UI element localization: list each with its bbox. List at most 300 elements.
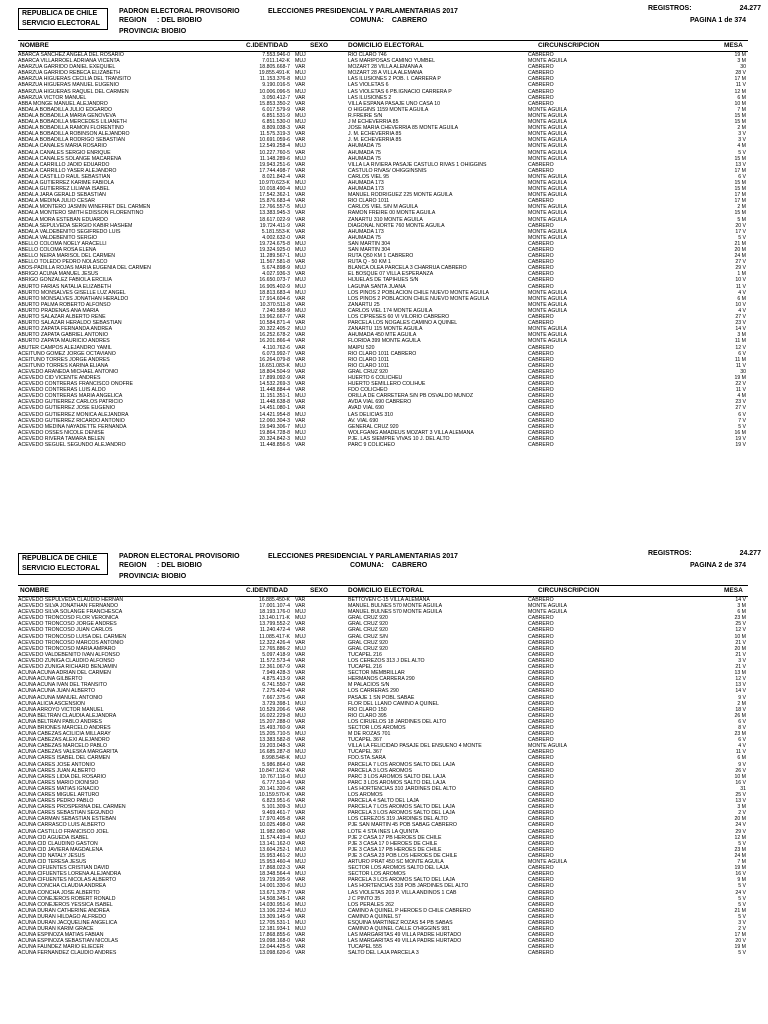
- voter-mesa: 9 M: [737, 877, 746, 884]
- voter-circunscripcion: CABRERO: [528, 247, 554, 253]
- voter-circunscripcion: CABRERO: [528, 877, 554, 884]
- voter-rut: 12.361.067-9: [259, 664, 290, 671]
- voter-rut: 10.767.116-0: [259, 773, 290, 780]
- voter-mesa: 21 V: [735, 651, 746, 658]
- voter-sex: VAR: [295, 822, 306, 829]
- voter-address: HUERTO 6 COLICHEU: [348, 374, 403, 381]
- voter-rut: 7.949.428-3: [262, 670, 290, 677]
- voter-address: PARC 3 LOS AROMOS SALTO DEL LAJA: [348, 779, 446, 786]
- voter-name: ACEITUNO TORRES KARINA ELIANA: [18, 362, 109, 369]
- voter-rut: 12.181.934-1: [259, 926, 290, 933]
- voter-sex: MUJ: [295, 645, 306, 652]
- voter-sex: MUJ: [295, 712, 306, 719]
- voter-circunscripcion: CABRERO: [528, 277, 554, 284]
- voter-name: ACEVEDO GUTIERREZ MONICA ALEJANDRA: [18, 411, 129, 418]
- voter-rut: 15.205.710-5: [259, 731, 290, 738]
- voter-sex: MUJ: [295, 901, 306, 908]
- voter-address: LOS CEREZOS 313 J DEL ALTO: [348, 657, 425, 664]
- voter-mesa: 1 M: [737, 271, 746, 278]
- voter-mesa: 12 V: [735, 627, 746, 634]
- voter-circunscripcion: CABRERO: [528, 913, 554, 920]
- voter-rut: 6.851.530-0: [262, 119, 290, 126]
- voter-sex: VAR: [295, 688, 306, 695]
- voter-circunscripcion: CABRERO: [528, 100, 554, 107]
- voter-name: ACEVEDO TRONCOSO MARIA AMPARO: [18, 645, 116, 652]
- voter-rut: 12.322.426-4: [259, 639, 290, 646]
- voter-address: LOS CIPRESES 60 VI VILORIO CABRERO: [348, 314, 450, 321]
- voter-mesa: 15 M: [734, 112, 746, 119]
- document-title: PADRON ELECTORAL PROVISORIO: [119, 553, 240, 560]
- voter-circunscripcion: CABRERO: [528, 393, 554, 400]
- voter-address: LAS HORTENCIAS 310 JARDINES DEL ALTO: [348, 785, 456, 792]
- voter-rut: 3.050.412-7: [262, 94, 290, 101]
- page-2: [18, 545, 761, 957]
- voter-rut: 10.006.096-5: [259, 88, 290, 95]
- voter-address: RIO CLARO 150: [348, 706, 387, 713]
- voter-sex: VAR: [295, 840, 306, 847]
- voter-mesa: 19 M: [734, 374, 746, 381]
- voter-sex: MUJ: [295, 179, 306, 186]
- voter-circunscripcion: CABRERO: [528, 883, 554, 890]
- voter-circunscripcion: MONTE AGUILA: [528, 137, 567, 144]
- voter-sex: VAR: [295, 670, 306, 677]
- voter-rut: 6.017.579-9: [262, 106, 290, 113]
- voter-mesa: 3 V: [738, 137, 746, 144]
- voter-address: AHUMADA 75: [348, 143, 381, 150]
- voter-sex: VAR: [295, 657, 306, 664]
- voter-mesa: 9 V: [738, 694, 746, 701]
- voter-address: AVDA VIAL 690 CABRERO: [348, 399, 412, 406]
- agency-box: [18, 8, 108, 30]
- voter-mesa: 5 V: [738, 149, 746, 156]
- voter-sex: VAR: [295, 100, 306, 107]
- voter-sex: VAR: [295, 125, 306, 132]
- voter-circunscripcion: CABRERO: [528, 871, 554, 878]
- voter-mesa: 6 M: [737, 755, 746, 762]
- voter-name: ABUTER CAMPOS ALEJANDRO YAMIL: [18, 344, 112, 351]
- voter-mesa: 6 V: [738, 350, 746, 357]
- voter-address: LAS MARIPOSAS CAMINO YUMBEL: [348, 58, 435, 65]
- voter-circunscripcion: MONTE AGUILA: [528, 609, 567, 616]
- voter-mesa: 10 M: [734, 773, 746, 780]
- election-title: ELECCIONES PRESIDENCIAL Y PARLAMENTARIAS 2017: [268, 553, 458, 560]
- voter-address: FLOR DEL LLANO CAMINO A QUINEL: [348, 700, 439, 707]
- voter-address: SAN MARTIN 304: [348, 247, 390, 253]
- voter-sex: VAR: [295, 913, 306, 920]
- voter-rut: 8.809.038-3: [262, 125, 290, 132]
- voter-address: O HIGGINS 1159 MONTE AGUILA: [348, 106, 429, 113]
- voter-sex: VAR: [295, 381, 306, 388]
- voter-sex: VAR: [295, 798, 306, 805]
- voter-name: ACEVEDO GUTIERREZ JOSE EUGENIO: [18, 405, 116, 412]
- voter-circunscripcion: CABRERO: [528, 919, 554, 926]
- voter-address: PJE 2 CASA 17 PB HEROES DE CHILE: [348, 834, 442, 841]
- voter-address: GRAL CRUZ 920: [348, 645, 388, 652]
- voter-rut: 13.098.620-6: [259, 950, 290, 957]
- voter-address: ZAÑARTU 115 MONTE AGUILA: [348, 326, 423, 333]
- voter-address: CAMINO A QUINEL CALLE O'HIGGINS 981: [348, 926, 450, 933]
- republic-label: REPUBLICA DE CHILE: [22, 555, 98, 562]
- voter-address: CARLOS VIEL 95: [348, 173, 390, 180]
- voter-name: ABDALA MONTERO JASMIN WINEFRET DEL CARMEN: [18, 204, 151, 211]
- col-sexo: SEXO: [310, 587, 329, 594]
- voter-address: RUTA Q - 50 KM 1: [348, 259, 391, 266]
- voter-circunscripcion: CABRERO: [528, 724, 554, 731]
- voter-address: MOZART 28 A VILLA ALEMANA: [348, 70, 423, 77]
- voter-rut: 6.823.951-6: [262, 798, 290, 805]
- voter-rut: 5.674.898-9: [262, 265, 290, 272]
- voter-mesa: 13 V: [735, 682, 746, 689]
- voter-circunscripcion: CABRERO: [528, 706, 554, 713]
- voter-name: ABDALA SEPULVEDA SERGIO KABIR HASHEM: [18, 222, 133, 229]
- voter-mesa: 6 V: [738, 411, 746, 418]
- voter-rut: 19.864.728-8: [259, 429, 290, 436]
- voter-sex: VAR: [295, 368, 306, 375]
- voter-circunscripcion: MONTE AGUILA: [528, 125, 567, 132]
- voter-sex: VAR: [295, 106, 306, 113]
- voter-address: AHUMADA 173: [348, 179, 384, 186]
- voter-circunscripcion: CABRERO: [528, 798, 554, 805]
- voter-address: LAS ILUSIONES 2: [348, 94, 392, 101]
- voter-address: LAS HORTENCIAS 318 POB JARDINES DEL ALTO: [348, 883, 469, 890]
- voter-sex: VAR: [295, 950, 306, 957]
- voter-sex: MUJ: [295, 326, 306, 333]
- voter-name: ACUÑA CABEZAS MARCELO PABLO: [18, 743, 107, 750]
- voter-mesa: 23 V: [735, 399, 746, 406]
- voter-address: J C PINTO 35: [348, 895, 381, 902]
- voter-rut: 12.549.258-4: [259, 143, 290, 150]
- voter-rut: 19.724.411-9: [259, 222, 290, 229]
- region-label: REGION: [119, 17, 147, 24]
- voter-mesa: 10 M: [734, 100, 746, 107]
- voter-address: CAMINO A QUINEL P HEROES D CHILE CABRERO: [348, 907, 471, 914]
- voter-mesa: 30: [740, 368, 746, 375]
- voter-circunscripcion: CABRERO: [528, 429, 554, 436]
- voter-name: ACUÑA ESPINOZA SEBASTIAN NICOLAS: [18, 938, 119, 945]
- voter-name: ABURTO FARIAS NATALIA ELIZABETH: [18, 283, 112, 290]
- voter-address: TUCAPEL 216: [348, 651, 382, 658]
- voter-mesa: 29 V: [735, 265, 746, 272]
- voter-address: TUCAPEL 216: [348, 664, 382, 671]
- voter-name: ABDALA CASTILLO RAUL SEBASTIAN: [18, 173, 111, 180]
- voter-rut: 13.141.162-0: [259, 840, 290, 847]
- voter-rut: 16.022.229-8: [259, 712, 290, 719]
- voter-name: ACEVEDO TRONCOSO JORGE ANDRES: [18, 621, 117, 628]
- voter-rut: 12.705.531-1: [259, 919, 290, 926]
- voter-mesa: 15 M: [734, 155, 746, 162]
- voter-sex: VAR: [295, 603, 306, 610]
- voter-mesa: 12 M: [734, 88, 746, 95]
- voter-mesa: 3 V: [738, 919, 746, 926]
- voter-mesa: 3 M: [737, 804, 746, 811]
- voter-address: PARC 3 LOS AROMOS SALTO DEL LAJA: [348, 773, 446, 780]
- voter-sex: VAR: [295, 210, 306, 217]
- voter-mesa: 3 M: [737, 332, 746, 339]
- registros-value: 24.277: [739, 550, 761, 557]
- voter-address: MANUEL BULNES 570 MONTE AGUILA: [348, 609, 443, 616]
- voter-sex: MUJ: [295, 277, 306, 284]
- voter-rut: 6.741.550-7: [262, 682, 290, 689]
- voter-address: VILLA LA RIVIERA PASAJE CASTULO RIVAS 1 OHIGGINS: [348, 161, 487, 168]
- page-number: PAGINA 1 de 374: [690, 17, 747, 24]
- voter-mesa: 15 M: [734, 179, 746, 186]
- col-circunscripcion: CIRCUNSCRIPCION: [538, 42, 600, 49]
- voter-rut: 10.025.498-0: [259, 822, 290, 829]
- voter-name: ACUÑA CID NATALY JESUS: [18, 852, 85, 859]
- voter-circunscripcion: MONTE AGUILA: [528, 155, 567, 162]
- voter-sex: VAR: [295, 131, 306, 138]
- voter-sex: MUJ: [295, 240, 306, 247]
- voter-rut: 12.765.886-2: [259, 645, 290, 652]
- voter-address: BETTOVEN C-15 VILLA ALEMANA: [348, 597, 430, 603]
- voter-rut: 18.804.504-9: [259, 368, 290, 375]
- voter-rut: 11.148.289-6: [259, 155, 290, 162]
- region-line: [119, 17, 202, 24]
- voter-rut: 8.021.842-4: [262, 173, 290, 180]
- voter-name: ACEVEDO ARANEDA MICHAEL ANTONIO: [18, 368, 119, 375]
- voter-mesa: 15 M: [734, 186, 746, 193]
- voter-address: RIO CLARO 1011: [348, 362, 390, 369]
- voter-mesa: 3 V: [738, 131, 746, 138]
- voter-mesa: 19 V: [735, 435, 746, 442]
- voter-name: ACUÑA CARMAN SEBASTIAN ESTEBAN: [18, 816, 117, 823]
- voter-mesa: 2 V: [738, 810, 746, 817]
- voter-name: ABDALA CANALES MARIA ROSARIO: [18, 143, 107, 150]
- voter-sex: VAR: [295, 895, 306, 902]
- voter-address: LAS MARGARITAS 49 VILLA PADRE HURTADO: [348, 938, 462, 945]
- voter-address: LAS VIOLETAS 6 PB.IGNACIO CARRERA P: [348, 88, 452, 95]
- voter-mesa: 4 M: [737, 393, 746, 400]
- voter-sex: MUJ: [295, 393, 306, 400]
- voter-name: ABDALA BOBADILLA MERCEDES LILIANETH: [18, 119, 127, 126]
- voter-sex: MUJ: [295, 907, 306, 914]
- voter-mesa: 11 M: [734, 338, 746, 345]
- col-domicilio: DOMICILIO ELECTORAL: [348, 42, 424, 49]
- voter-circunscripcion: CABRERO: [528, 670, 554, 677]
- voter-name: ACUÑA CARES MATIAS IGNACIO: [18, 785, 99, 792]
- voter-sex: MUJ: [295, 204, 306, 211]
- voter-mesa: 4 V: [738, 289, 746, 296]
- provincia-line: [119, 28, 186, 35]
- voter-address: LAS ILUSIONES 2 POB. I. CARRERA P: [348, 76, 441, 83]
- voter-mesa: 12 M: [734, 834, 746, 841]
- voter-rut: 20.141.320-6: [259, 785, 290, 792]
- voter-circunscripcion: CABRERO: [528, 253, 554, 260]
- voter-sex: MUJ: [295, 253, 306, 260]
- voter-mesa: 17 V: [735, 228, 746, 235]
- voter-rut: 17.744.498-7: [259, 167, 290, 174]
- voter-circunscripcion: MONTE AGUILA: [528, 743, 567, 750]
- voter-mesa: 16 M: [734, 429, 746, 436]
- voter-name: ACUÑA CARES PEDRO PABLO: [18, 798, 94, 805]
- voter-rut: 17.868.022-3: [259, 865, 290, 872]
- voter-sex: VAR: [295, 718, 306, 725]
- voter-circunscripcion: CABRERO: [528, 645, 554, 652]
- voter-circunscripcion: CABRERO: [528, 82, 554, 89]
- voter-sex: MUJ: [295, 70, 306, 77]
- table-row: [18, 442, 748, 448]
- voter-rut: 17.542.362-1: [259, 192, 290, 199]
- voter-circunscripcion: CABRERO: [528, 938, 554, 945]
- voter-sex: MUJ: [295, 852, 306, 859]
- voter-sex: MUJ: [295, 755, 306, 762]
- provincia-label: PROVINCIA: [119, 573, 158, 580]
- voter-name: ACUÑA CASTILLO FRANCISCO JOEL: [18, 828, 109, 835]
- service-label: SERVICIO ELECTORAL: [22, 20, 100, 27]
- voter-mesa: 11 V: [735, 749, 746, 756]
- voter-rut: 19.203.048-3: [259, 743, 290, 750]
- voter-name: ABDALA MEDINA JULIO CESAR: [18, 198, 95, 205]
- voter-sex: VAR: [295, 627, 306, 634]
- voter-name: ACUÑA BELTRAN CLAUDIA ALEJANDRA: [18, 712, 117, 719]
- voter-circunscripcion: CABRERO: [528, 944, 554, 951]
- voter-circunscripcion: CABRERO: [528, 222, 554, 229]
- voter-name: ABARZUA HIGUERAS CECILIA DEL TRANSITO: [18, 76, 131, 83]
- voter-sex: VAR: [295, 792, 306, 798]
- voter-mesa: 16 V: [735, 779, 746, 786]
- voter-rut: 10.691.059-6: [259, 137, 290, 144]
- voter-name: ACUÑA DURAN KARIM GRACE: [18, 926, 94, 933]
- voter-sex: MUJ: [295, 423, 306, 430]
- voter-circunscripcion: CABRERO: [528, 712, 554, 719]
- voter-circunscripcion: CABRERO: [528, 411, 554, 418]
- voter-rut: 13.106.232-4: [259, 907, 290, 914]
- voter-rut: 7.275.420-4: [262, 688, 290, 695]
- voter-rut: 19.855.491-K: [258, 70, 290, 77]
- voter-circunscripcion: CABRERO: [528, 52, 554, 58]
- voter-name: ABBA MONGE MANUEL ALEJANDRO: [18, 100, 108, 107]
- voter-address: LOS CARRERAS 290: [348, 688, 399, 695]
- voter-rut: 14.030.951-6: [259, 901, 290, 908]
- voter-sex: MUJ: [295, 283, 306, 290]
- region-label: REGION: [119, 562, 147, 569]
- voter-circunscripcion: CABRERO: [528, 368, 554, 375]
- voter-mesa: 13 V: [735, 161, 746, 168]
- voter-rut: 14.508.345-1: [259, 895, 290, 902]
- voter-sex: MUJ: [295, 411, 306, 418]
- voter-sex: VAR: [295, 682, 306, 689]
- voter-circunscripcion: CABRERO: [528, 895, 554, 902]
- voter-circunscripcion: CABRERO: [528, 840, 554, 847]
- voter-mesa: 11 V: [735, 362, 746, 369]
- voter-sex: VAR: [295, 828, 306, 835]
- voter-sex: MUJ: [295, 112, 306, 119]
- voter-circunscripcion: CABRERO: [528, 792, 554, 798]
- voter-circunscripcion: MONTE AGUILA: [528, 149, 567, 156]
- voter-circunscripcion: CABRERO: [528, 810, 554, 817]
- page-1: [18, 0, 761, 448]
- voter-circunscripcion: CABRERO: [528, 901, 554, 908]
- voter-name: ACUÑA ALICIA ASCENSION: [18, 700, 85, 707]
- voter-name: ACUÑA CARES SEBASTIAN SEGUNDO: [18, 810, 114, 817]
- voter-name: ACUÑA CABEZAS VALESKA MARGARITA: [18, 749, 118, 756]
- voter-rut: 17.914.604-6: [259, 295, 290, 302]
- voter-circunscripcion: MONTE AGUILA: [528, 307, 567, 314]
- voter-address: LAS VIOLETAS 203 P. VILLA ANDINOS 1 CAB: [348, 889, 457, 896]
- voter-address: ESQUINA MARTINEZ ROZAS 54 PB SABAS: [348, 919, 453, 926]
- voter-address: GRAL CRUZ 920: [348, 615, 388, 622]
- voter-rut: 13.604.252-1: [259, 846, 290, 853]
- voter-circunscripcion: CABRERO: [528, 88, 554, 95]
- voter-mesa: 24 M: [734, 253, 746, 260]
- voter-circunscripcion: CABRERO: [528, 259, 554, 266]
- provincia-line: [119, 573, 186, 580]
- voter-mesa: 21 V: [735, 664, 746, 671]
- voter-rut: 11.153.376-8: [259, 76, 290, 83]
- document-title: PADRON ELECTORAL PROVISORIO: [119, 8, 240, 15]
- voter-name: ABARZUA VICTOR MANUEL: [18, 94, 87, 101]
- voter-address: LOS CEREZOS 319 JARDINES DEL ALTO: [348, 816, 448, 823]
- voter-rut: 7.553.946-0: [262, 52, 290, 58]
- comuna-value: CABRERO: [391, 562, 428, 569]
- voter-mesa: 5 V: [738, 234, 746, 241]
- voter-circunscripcion: CABRERO: [528, 417, 554, 424]
- voter-rut: 12.060.304-3: [259, 417, 290, 424]
- voter-name: ABDALA BOBADILLA JULIO EDGARDO: [18, 106, 112, 113]
- voter-sex: MUJ: [295, 76, 306, 83]
- comuna-label: COMUNA:: [350, 17, 384, 24]
- voter-mesa: 24 V: [735, 889, 746, 896]
- voter-mesa: 17 M: [734, 192, 746, 199]
- voter-mesa: 30: [740, 64, 746, 71]
- voter-rut: 10.847.162-K: [258, 767, 290, 774]
- election-title: ELECCIONES PRESIDENCIAL Y PARLAMENTARIAS 2017: [268, 8, 458, 15]
- voter-name: ACUÑA ACUÑA MANUEL ANTONIO: [18, 694, 103, 701]
- voter-address: RIO CLARO 1011: [348, 198, 390, 205]
- voter-circunscripcion: CABRERO: [528, 688, 554, 695]
- voter-rut: 7.011.142-K: [262, 58, 290, 65]
- voter-rut: 5.101.309-3: [262, 804, 290, 811]
- voter-sex: VAR: [295, 779, 306, 786]
- voter-name: ABDALA BOBADILLA RAMON FLORENTINO: [18, 125, 124, 132]
- voter-sex: VAR: [295, 94, 306, 101]
- voter-mesa: 5 V: [738, 895, 746, 902]
- voter-rut: 12.766.557-5: [259, 204, 290, 211]
- voter-name: ACUÑA CID JAVIERA MAGDALENA: [18, 846, 103, 853]
- voter-sex: VAR: [295, 597, 306, 603]
- voter-rut: 10.227.760-5: [259, 149, 290, 156]
- voter-mesa: 5 M: [737, 216, 746, 223]
- voter-name: ACUÑA CONEJEROS ROBERT RONALD: [18, 895, 116, 902]
- voter-circunscripcion: MONTE AGUILA: [528, 204, 567, 211]
- voter-rut: 17.970.405-8: [259, 816, 290, 823]
- voter-circunscripcion: MONTE AGUILA: [528, 216, 567, 223]
- voter-mesa: 7 M: [737, 859, 746, 866]
- voter-name: ABELLO COLOMA NOELY ARACELLI: [18, 240, 107, 247]
- voter-circunscripcion: CABRERO: [528, 657, 554, 664]
- voter-circunscripcion: CABRERO: [528, 314, 554, 321]
- voter-rut: 16.252.678-2: [259, 332, 290, 339]
- voter-mesa: 5 V: [738, 913, 746, 920]
- voter-address: AV. VIAL 690: [348, 417, 379, 424]
- voter-mesa: 5 V: [738, 883, 746, 890]
- voter-address: TUCAPEL 367: [348, 749, 382, 756]
- voter-name: ACEVEDO VALDEBENITO IVAN ALFONSO: [18, 651, 120, 658]
- voter-rut: 9.190.016-5: [262, 82, 290, 89]
- voter-name: ABARCA VILLARROEL ADRIANA VICENTA: [18, 58, 120, 65]
- voter-address: AVAD VIAL 690: [348, 405, 384, 412]
- voter-rut: 10.529.206-6: [259, 706, 290, 713]
- voter-name: ABDALA MONTERO SMITH EDISSON FLORENTINO: [18, 210, 144, 217]
- voter-address: BLANCA OLEA PARCELA 3 CHARRUA CABRERO: [348, 265, 467, 272]
- voter-sex: MUJ: [295, 143, 306, 150]
- voter-name: ABDALA BOBADILLA ROBINSON ALEJANDRO: [18, 131, 130, 138]
- voter-mesa: 6 M: [737, 295, 746, 302]
- voter-circunscripcion: MONTE AGUILA: [528, 192, 567, 199]
- voter-circunscripcion: CABRERO: [528, 846, 554, 853]
- voter-address: SALTO DEL LAJA PARCELA 3: [348, 950, 419, 957]
- voter-address: SECTOR LOS AROMOS: [348, 871, 406, 878]
